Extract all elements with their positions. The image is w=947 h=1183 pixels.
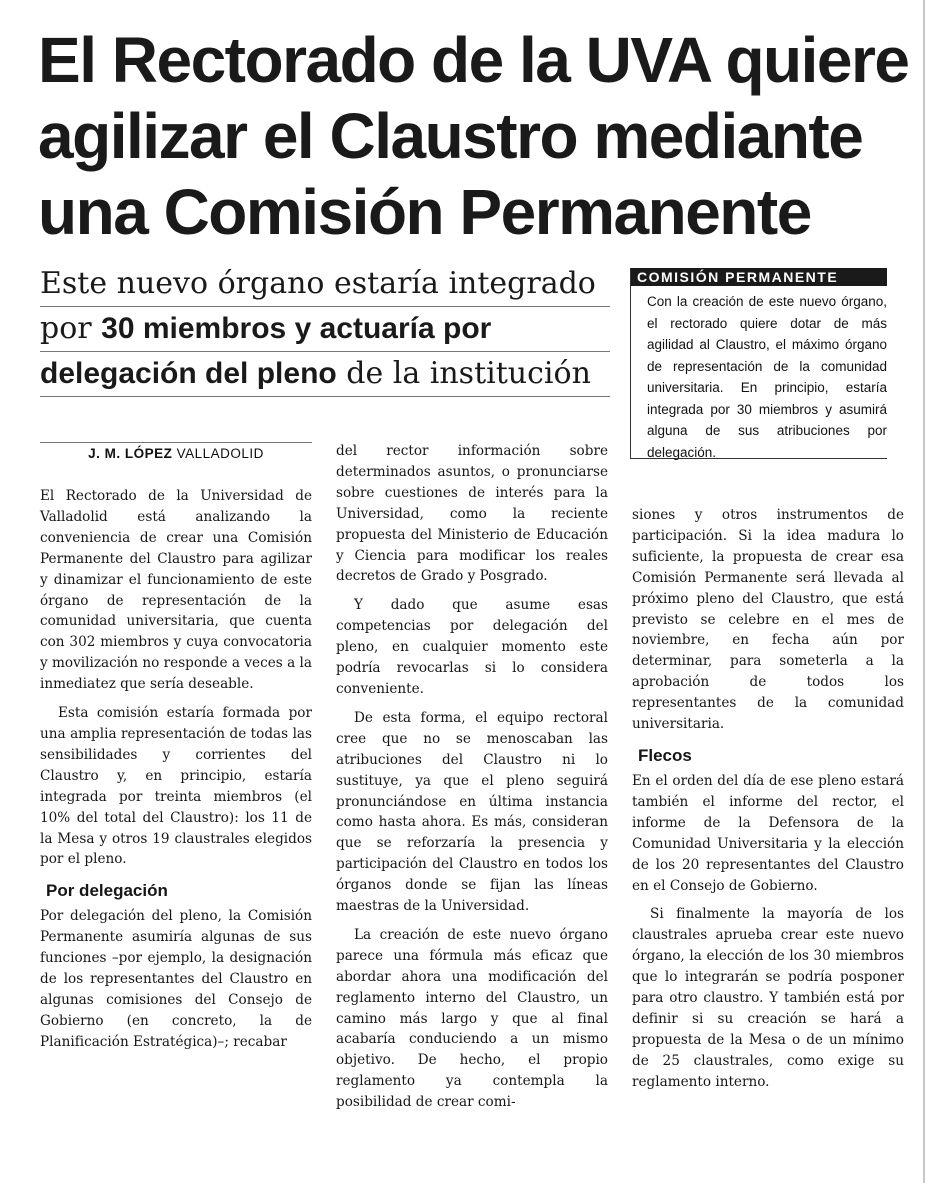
section-heading: Por delegación [46,881,168,901]
headline [38,22,908,250]
section-heading: Flecos [638,745,692,765]
paragraph: del rector información sobre determinados asuntos, o pronunciarse sobre cuestiones de interés para la Universidad, como la reciente propuesta del Ministerio de Educación y Ciencia para modificar los reales decretos de Grado y Posgrado. [336,443,608,585]
article-column-3 [632,505,904,1101]
byline-author: J. M. LÓPEZ [88,446,173,461]
headline-line-3: una Comisión Permanente [38,176,811,248]
paragraph: Y dado que asume esas competencias por delegación del pleno, en cualquier momento este podría revocarlas si lo considera conveniente. [336,597,608,697]
subhead-line-1: Este nuevo órgano estaría integrado [40,262,610,307]
headline-line-2: agilizar el Claustro mediante [38,100,863,172]
paragraph: Esta comisión estaría formada por una amplia representación de todas las sensibilidades y corrientes del Claustro y, en principio, estaría integrada por treinta miembros (el 10% del total del Claustro): los 11 de la Mesa y otros 19 claustrales elegidos por el pleno. [40,705,312,868]
sidebar-title: COMISIÓN PERMANENTE [631,268,887,286]
article-column-2 [336,441,608,1121]
paragraph: De esta forma, el equipo rectoral cree que no se menoscaban las atribuciones del Claustro ni lo sustituye, ya que el pleno seguirá pronunciándose en última instancia como hasta ahora. Es más, consideran que se reforzaría la presencia y participación del Claustro en todos los órganos donde se fijan las líneas maestras de la Universidad. [336,709,608,915]
headline-line-1: El Rectorado de la UVA quiere [38,24,909,96]
subheadline [40,262,610,397]
subhead-line-3-suffix: de la institución [336,356,591,391]
paragraph: En el orden del día de ese pleno estará también el informe del rector, el informe de la Defensora de la Comunidad Universitaria y la elección de los 20 representantes del Claustro en el Consejo de Gobierno. [632,772,904,894]
paragraph: El Rectorado de la Universidad de Valladolid está analizando la conveniencia de crear una Comisión Permanente del Claustro para agilizar y dinamizar el funcionamiento de este órgano de representación de la comunidad universitaria, que cuenta con 302 miembros y cuya convocatoria y movilización no responde a veces a la inmediatez que sería deseable. [40,488,312,693]
paragraph: La creación de este nuevo órgano parece una fórmula más eficaz que abordar ahora una modificación del reglamento interno del Claustro, un camino más largo y que al final acabaría conduciendo a un mismo objetivo. De hecho, el propio reglamento ya contempla la posibilidad de crear comi- [336,926,608,1111]
subhead-line-2 [40,307,610,352]
byline-place: VALLADOLID [172,446,264,461]
page-edge-divider [923,0,925,1183]
subhead-line-2-prefix: por [40,311,102,346]
paragraph: siones y otros instrumentos de participación. Si la idea madura lo suficiente, la propuesta de crear esa Comisión Permanente será llevada al próximo pleno del Claustro, que está previsto se celebre en el mes de noviembre, en fecha aún por determinar, para someterla a la aprobación de todos los representantes de la comunidad universitaria. [632,507,904,733]
paragraph: Por delegación del pleno, la Comisión Permanente asumiría algunas de sus funciones –por ejemplo, la designación de los representantes del Claustro en algunas comisiones del Consejo de Gobierno (en concreto, la de Planificación Estratégica)–; recabar [40,908,312,1050]
sidebar-body: Con la creación de este nuevo órgano, el rectorado quiere dotar de más agilidad al Claustro, el máximo órgano de representación de la comunidad universitaria. En principio, estaría integrada por 30 miembros y asumirá alguna de sus atribuciones por delegación. [647,294,887,460]
subhead-line-3 [40,352,610,397]
subhead-line-3-emphasis: delegación del pleno [40,357,337,390]
subhead-line-2-emphasis: 30 miembros y actuaría por [101,312,492,345]
article-column-1 [40,486,312,1061]
sidebar-box [630,268,887,459]
byline [40,442,312,461]
paragraph: Si finalmente la mayoría de los claustrales aprueba crear este nuevo órgano, la elección de los 30 miembros que lo integrarán se podría posponer para otro claustro. Y también está por definir si su creación se hará a propuesta de la Mesa o de un mínimo de 25 claustrales, como exige su reglamento interno. [632,906,904,1090]
